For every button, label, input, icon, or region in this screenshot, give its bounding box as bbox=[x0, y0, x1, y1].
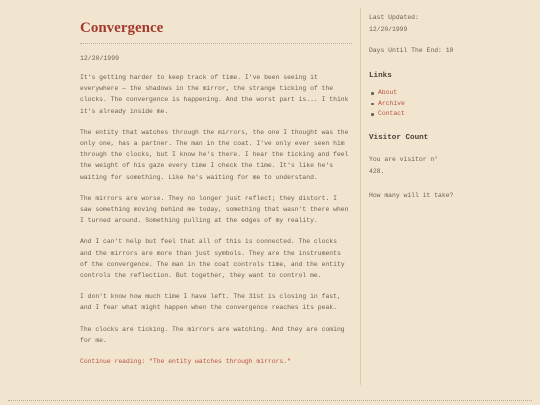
link-about[interactable] bbox=[369, 88, 529, 99]
links-heading: Links bbox=[369, 72, 392, 80]
post-paragraph: I don't know how much time I have left. The 31st is closing in fast, and I fear what might happen when the convergence reaches its peak. bbox=[80, 293, 341, 312]
link-archive[interactable] bbox=[369, 99, 529, 110]
visitor-count-text: You are visitor n° bbox=[369, 155, 439, 163]
bullet-icon bbox=[371, 103, 374, 106]
post-paragraph: The clocks are ticking. The mirrors are watching. And they are coming for me. bbox=[80, 325, 345, 344]
post-paragraph: The entity that watches through the mirrors, the one I thought was the only one, has a partner. The man in the coat. I've only ever seen him through the clocks, but I know he's there. I hear the ticking and feel the weight of his gaze every time I check the time. It's like he's waiting for something. Like he's waiting for me to understand. bbox=[80, 128, 349, 181]
visitor-count-heading: Visitor Count bbox=[369, 133, 429, 142]
last-updated-date: 12/20/1999 bbox=[369, 26, 408, 33]
visitor-question: How many will it take? bbox=[369, 191, 454, 199]
bullet-icon bbox=[371, 113, 374, 116]
bullet-icon bbox=[371, 92, 374, 95]
links-list bbox=[369, 88, 529, 120]
footer-divider bbox=[8, 400, 532, 401]
sidebar bbox=[369, 12, 529, 202]
column-divider bbox=[360, 8, 361, 385]
link-contact[interactable] bbox=[369, 109, 529, 120]
title-divider bbox=[80, 43, 352, 44]
last-updated-label: Last Updated: bbox=[369, 14, 419, 21]
blog-post bbox=[80, 18, 352, 367]
visitor-count-number: 428. bbox=[369, 167, 385, 175]
post-paragraph: The mirrors are worse. They no longer just reflect; they distort. I saw something moving behind me today, something that wasn't there when I turned around. Something pulling at the edges of my reality. bbox=[80, 194, 349, 225]
link-label: Archive bbox=[378, 99, 405, 107]
days-until-end: Days Until The End: 10 bbox=[369, 47, 454, 54]
continue-reading-link[interactable]: Continue reading: "The entity watches through mirrors." bbox=[80, 358, 291, 366]
link-label: About bbox=[378, 89, 398, 96]
post-title: Convergence bbox=[80, 20, 164, 36]
post-paragraph: It's getting harder to keep track of time. I've been seeing it everywhere — the shadows in the mirror, the strange ticking of the clocks. The convergence is happening. And the worst part is... I think it's already inside me. bbox=[80, 74, 349, 115]
post-paragraph: And I can't help but feel that all of this is connected. The clocks and the mirrors are more than just symbols. They are the instruments of the convergence. The man in the coat controls time, and the entity controls the reflection. But together, they want to control me. bbox=[80, 238, 345, 280]
link-label: Contact bbox=[378, 110, 405, 117]
post-date: 12/20/1999 bbox=[80, 55, 120, 62]
